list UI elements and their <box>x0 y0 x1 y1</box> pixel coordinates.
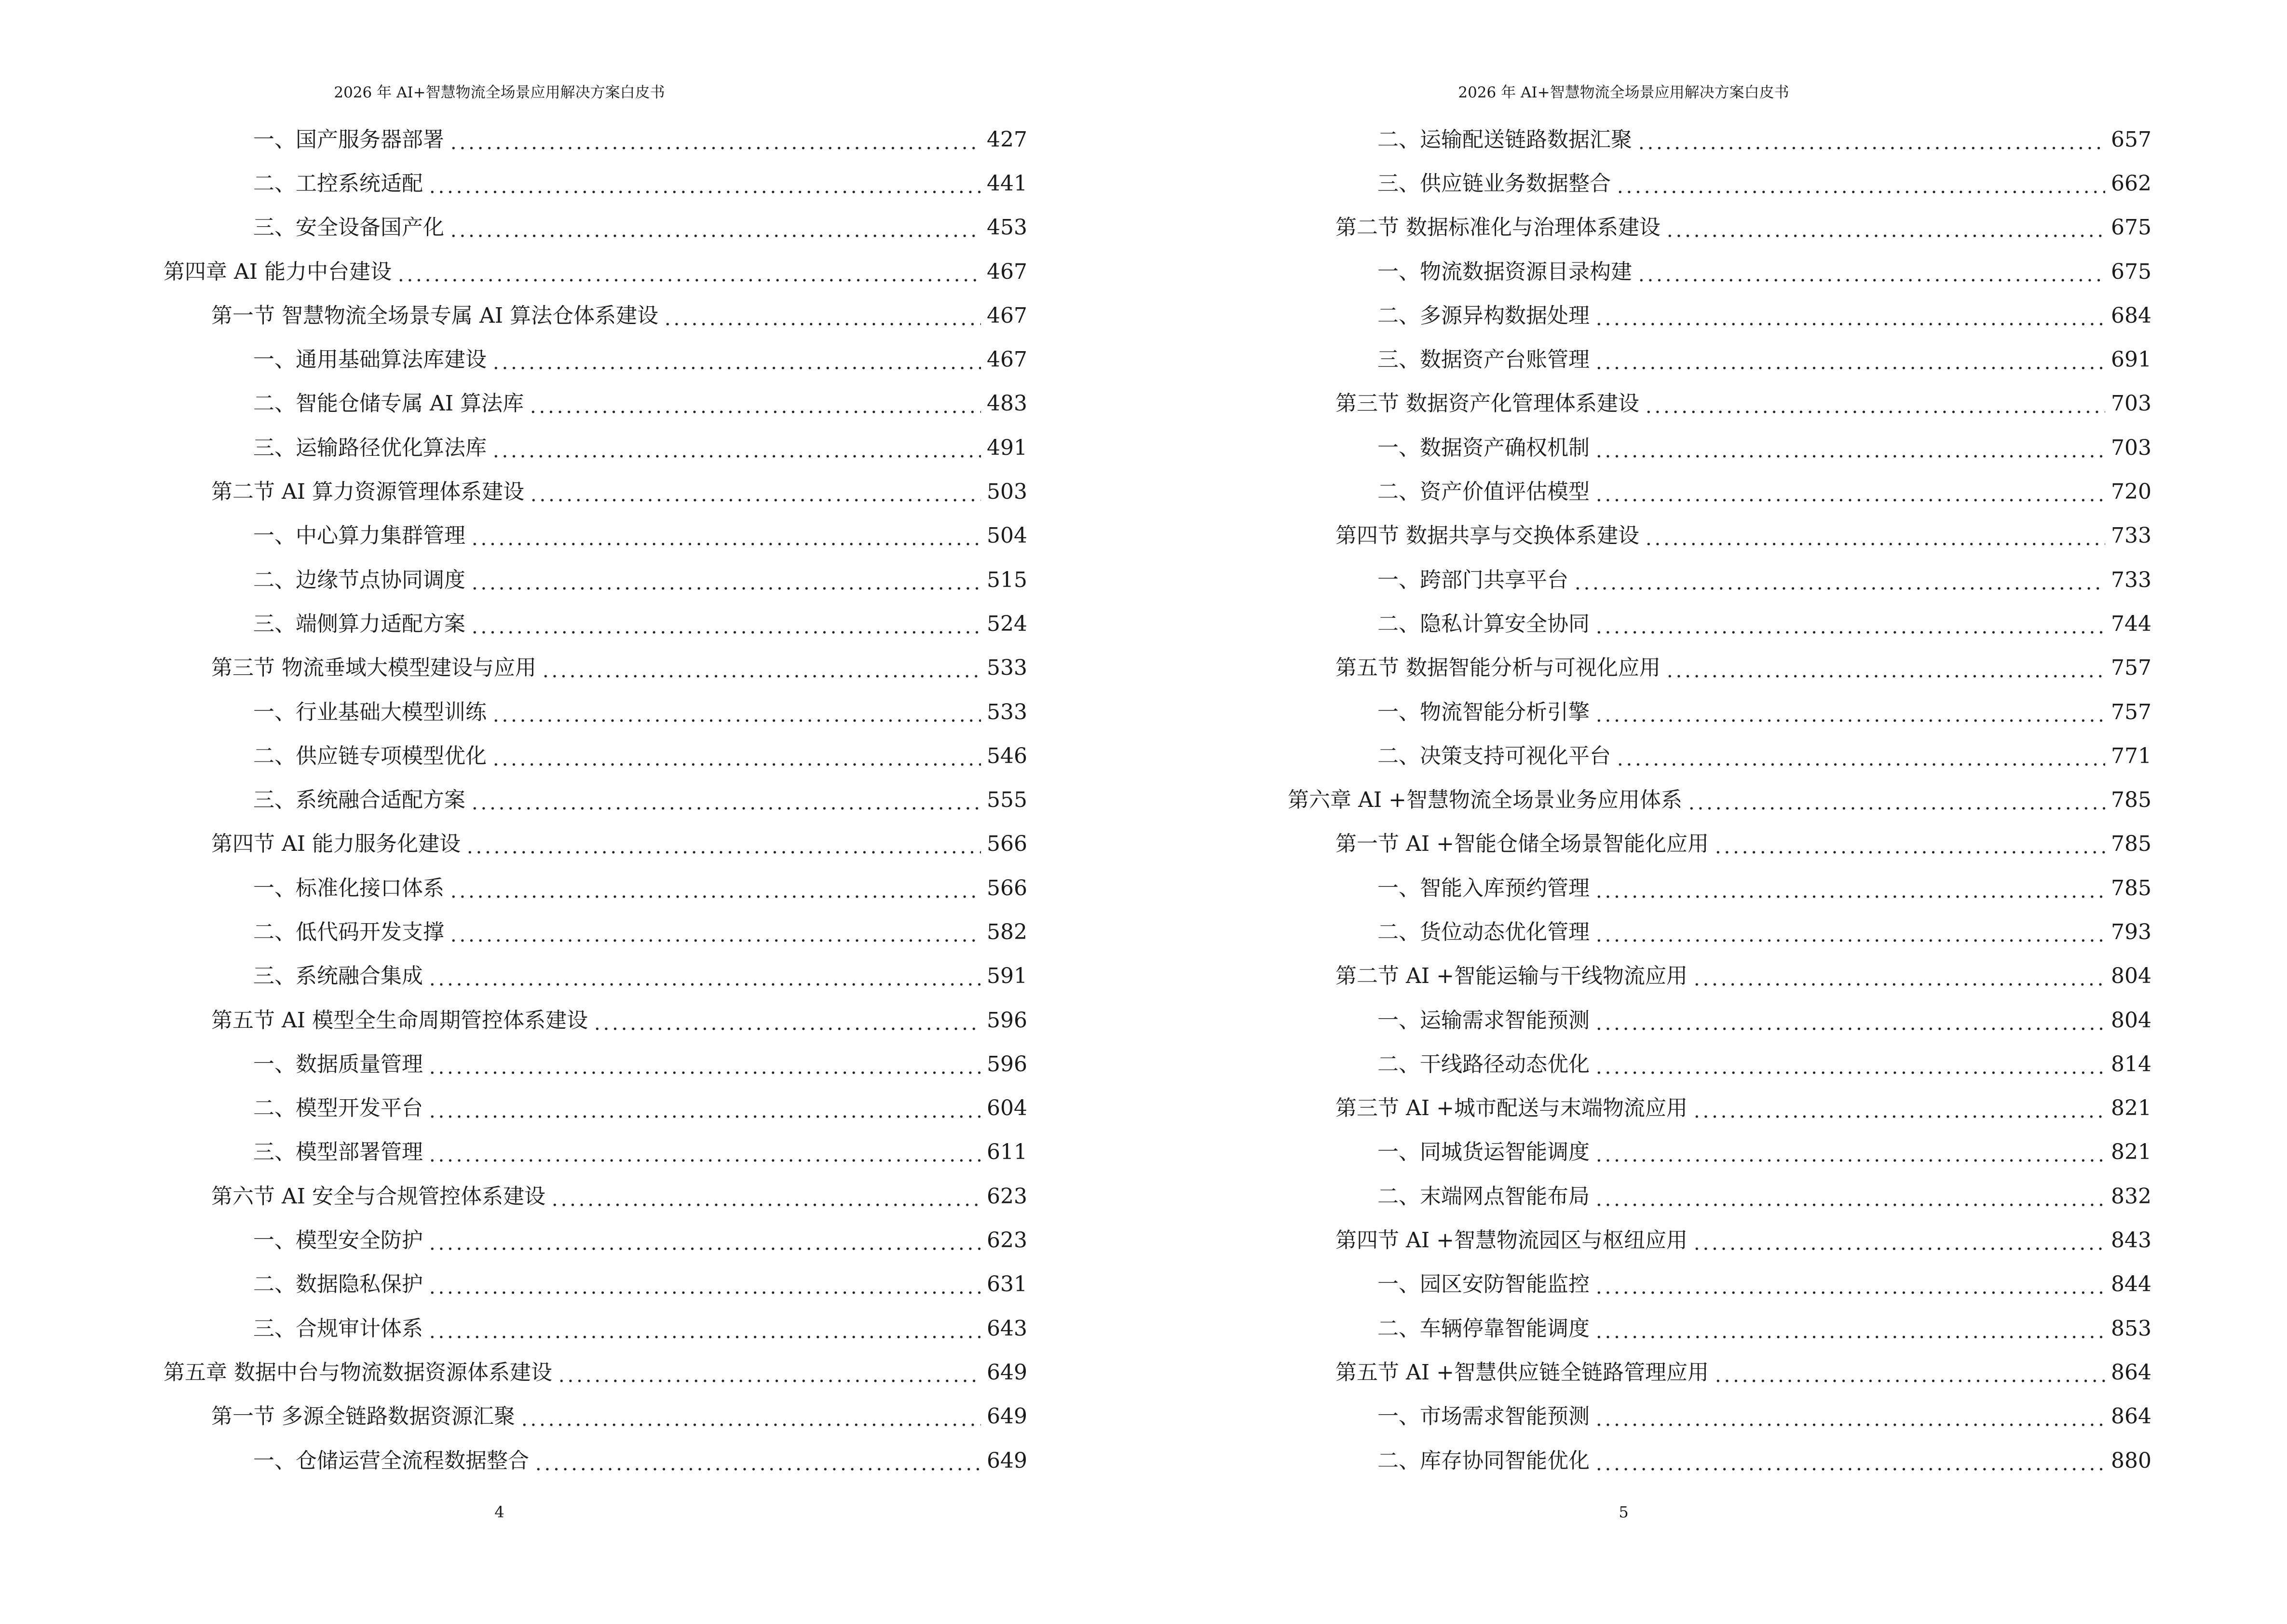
dot-leader <box>1687 790 2105 811</box>
toc-entry-title: 二、智能仓储专属 AI 算法库 <box>253 391 524 416</box>
dot-leader <box>428 1318 981 1339</box>
dot-leader <box>1594 1142 2105 1163</box>
toc-entry-page-number: 662 <box>2111 171 2151 196</box>
dot-leader <box>1644 393 2105 414</box>
dot-leader <box>428 1230 981 1251</box>
dot-leader <box>550 1186 981 1207</box>
toc-entry-page-number: 757 <box>2111 655 2151 681</box>
toc-entry-page-number: 691 <box>2111 347 2151 372</box>
toc-section-entry[interactable] <box>1288 1087 2151 1131</box>
toc-entry-page-number: 703 <box>2111 391 2151 416</box>
toc-subsection-entry[interactable] <box>163 778 1027 822</box>
toc-entry-page-number: 566 <box>987 875 1027 901</box>
toc-entry-title: 第三节 物流垂域大模型建设与应用 <box>211 655 536 681</box>
toc-subsection-entry[interactable] <box>1288 1263 2151 1307</box>
toc-entry-title: 一、模型安全防护 <box>253 1228 423 1253</box>
toc-entry-title: 二、末端网点智能布局 <box>1377 1184 1590 1209</box>
dot-leader <box>1594 305 2105 327</box>
dot-leader <box>1594 702 2105 723</box>
dot-leader <box>1644 525 2105 546</box>
toc-entry-title: 一、运输需求智能预测 <box>1377 1008 1590 1033</box>
toc-entry-page-number: 483 <box>987 391 1027 416</box>
toc-section-entry[interactable] <box>163 1395 1027 1439</box>
toc-entry-page-number: 821 <box>2111 1096 2151 1121</box>
toc-entry-page-number: 604 <box>987 1096 1027 1121</box>
toc-entry-title: 二、边缘节点协同调度 <box>253 567 465 592</box>
toc-section-entry[interactable] <box>163 470 1027 514</box>
toc-entry-page-number: 467 <box>987 303 1027 328</box>
toc-subsection-entry[interactable] <box>1288 910 2151 954</box>
toc-entry-page-number: 467 <box>987 347 1027 372</box>
toc-entry-title: 第一节 多源全链路数据资源汇聚 <box>211 1404 515 1429</box>
toc-entry-title: 第六章 AI +智慧物流全场景业务应用体系 <box>1288 788 1682 813</box>
dot-leader <box>1594 349 2105 370</box>
toc-entry-page-number: 467 <box>987 259 1027 284</box>
toc-section-entry[interactable] <box>163 1174 1027 1218</box>
toc-entry-title: 第二节 数据标准化与治理体系建设 <box>1335 215 1661 240</box>
toc-entry-page-number: 631 <box>987 1272 1027 1297</box>
toc-section-entry[interactable] <box>163 822 1027 866</box>
toc-subsection-entry[interactable] <box>1288 602 2151 646</box>
dot-leader <box>1594 614 2105 635</box>
toc-entry-title: 三、数据资产台账管理 <box>1377 347 1590 372</box>
dot-leader <box>1594 922 2105 943</box>
toc-entry-page-number: 441 <box>987 171 1027 196</box>
toc-subsection-entry[interactable] <box>1288 690 2151 734</box>
toc-entry-title: 一、市场需求智能预测 <box>1377 1404 1590 1429</box>
dot-leader <box>529 393 981 414</box>
dot-leader <box>1665 657 2105 679</box>
toc-subsection-entry[interactable] <box>163 1131 1027 1174</box>
toc-entry-page-number: 596 <box>987 1008 1027 1033</box>
dot-leader <box>491 746 981 767</box>
toc-entry-page-number: 785 <box>2111 875 2151 901</box>
toc-entry-page-number: 821 <box>2111 1140 2151 1165</box>
running-header: 2026 年 AI+智慧物流全场景应用解决方案白皮书 <box>334 84 665 101</box>
toc-subsection-entry[interactable] <box>163 1307 1027 1351</box>
toc-section-entry[interactable] <box>1288 955 2151 998</box>
dot-leader <box>428 1274 981 1295</box>
toc-entry-title: 一、智能入库预约管理 <box>1377 875 1590 901</box>
dot-leader <box>1616 746 2105 767</box>
toc-chapter-entry[interactable] <box>163 250 1027 294</box>
toc-subsection-entry[interactable] <box>1288 734 2151 778</box>
toc-section-entry[interactable] <box>1288 1351 2151 1394</box>
toc-entry-page-number: 503 <box>987 479 1027 505</box>
toc-entry-page-number: 843 <box>2111 1228 2151 1253</box>
toc-subsection-entry[interactable] <box>1288 294 2151 338</box>
toc-entry-title: 第六节 AI 安全与合规管控体系建设 <box>211 1184 546 1209</box>
toc-entry-page-number: 864 <box>2111 1360 2151 1385</box>
toc-entry-title: 一、国产服务器部署 <box>253 127 444 152</box>
toc-entry-title: 二、运输配送链路数据汇聚 <box>1377 127 1632 152</box>
toc-entry-title: 二、干线路径动态优化 <box>1377 1051 1590 1077</box>
page-number: 4 <box>494 1503 504 1521</box>
toc-entry-page-number: 546 <box>987 743 1027 768</box>
dot-leader <box>663 305 981 327</box>
toc-entry-page-number: 785 <box>2111 832 2151 857</box>
toc-entry-title: 三、合规审计体系 <box>253 1316 423 1341</box>
toc-subsection-entry[interactable] <box>163 1218 1027 1262</box>
toc-list <box>163 118 1027 1483</box>
toc-entry-page-number: 453 <box>987 215 1027 240</box>
toc-subsection-entry[interactable] <box>163 426 1027 470</box>
toc-subsection-entry[interactable] <box>1288 118 2151 162</box>
dot-leader <box>1692 1098 2105 1119</box>
toc-entry-page-number: 785 <box>2111 788 2151 813</box>
toc-entry-page-number: 832 <box>2111 1184 2151 1209</box>
dot-leader <box>1714 1362 2105 1383</box>
toc-entry-title: 二、多源异构数据处理 <box>1377 303 1590 328</box>
toc-subsection-entry[interactable] <box>163 162 1027 205</box>
toc-subsection-entry[interactable] <box>163 690 1027 734</box>
toc-entry-page-number: 733 <box>2111 567 2151 592</box>
toc-subsection-entry[interactable] <box>163 955 1027 998</box>
dot-leader <box>520 1406 981 1427</box>
toc-entry-page-number: 703 <box>2111 435 2151 460</box>
toc-entry-page-number: 504 <box>987 523 1027 548</box>
toc-entry-page-number: 720 <box>2111 479 2151 505</box>
toc-entry-page-number: 515 <box>987 567 1027 592</box>
toc-subsection-entry[interactable] <box>163 382 1027 426</box>
toc-entry-title: 一、数据资产确权机制 <box>1377 435 1590 460</box>
toc-entry-page-number: 643 <box>987 1316 1027 1341</box>
dot-leader <box>449 878 981 899</box>
toc-entry-title: 第二节 AI +智能运输与干线物流应用 <box>1335 964 1688 989</box>
dot-leader <box>470 790 981 811</box>
toc-entry-page-number: 675 <box>2111 259 2151 284</box>
toc-entry-title: 第四节 数据共享与交换体系建设 <box>1335 523 1639 548</box>
dot-leader <box>557 1362 981 1383</box>
toc-entry-title: 二、车辆停靠智能调度 <box>1377 1316 1590 1341</box>
toc-section-entry[interactable] <box>1288 206 2151 250</box>
toc-subsection-entry[interactable] <box>163 206 1027 250</box>
toc-subsection-entry[interactable] <box>1288 1174 2151 1218</box>
toc-entry-title: 二、低代码开发支撑 <box>253 919 444 944</box>
toc-section-entry[interactable] <box>163 998 1027 1042</box>
toc-entry-title: 三、安全设备国产化 <box>253 215 444 240</box>
toc-subsection-entry[interactable] <box>163 602 1027 646</box>
toc-entry-title: 一、数据质量管理 <box>253 1051 423 1077</box>
toc-entry-title: 二、供应链专项模型优化 <box>253 743 487 768</box>
toc-subsection-entry[interactable] <box>163 514 1027 558</box>
toc-entry-page-number: 793 <box>2111 919 2151 944</box>
dot-leader <box>1594 481 2105 503</box>
toc-subsection-entry[interactable] <box>163 734 1027 778</box>
toc-section-entry[interactable] <box>1288 646 2151 690</box>
dot-leader <box>593 1010 981 1031</box>
toc-entry-page-number: 844 <box>2111 1272 2151 1297</box>
dot-leader <box>1616 173 2105 194</box>
toc-entry-page-number: 649 <box>987 1404 1027 1429</box>
toc-entry-page-number: 623 <box>987 1228 1027 1253</box>
toc-entry-title: 第四节 AI 能力服务化建设 <box>211 832 461 857</box>
dot-leader <box>465 833 981 855</box>
toc-subsection-entry[interactable] <box>1288 998 2151 1042</box>
dot-leader <box>1594 1318 2105 1339</box>
page-number: 5 <box>1619 1503 1629 1521</box>
toc-entry-title: 第一节 智慧物流全场景专属 AI 算法仓体系建设 <box>211 303 659 328</box>
toc-subsection-entry[interactable] <box>163 910 1027 954</box>
toc-subsection-entry[interactable] <box>1288 338 2151 382</box>
toc-entry-title: 二、模型开发平台 <box>253 1096 423 1121</box>
toc-entry-title: 三、端侧算力适配方案 <box>253 611 465 636</box>
toc-entry-title: 第四节 AI +智慧物流园区与枢纽应用 <box>1335 1228 1688 1253</box>
toc-entry-title: 三、供应链业务数据整合 <box>1377 171 1611 196</box>
toc-list <box>1288 118 2151 1483</box>
toc-subsection-entry[interactable] <box>1288 1307 2151 1351</box>
toc-entry-title: 第五章 数据中台与物流数据资源体系建设 <box>163 1360 552 1385</box>
toc-entry-page-number: 591 <box>987 964 1027 989</box>
toc-entry-page-number: 771 <box>2111 743 2151 768</box>
toc-subsection-entry[interactable] <box>163 1439 1027 1483</box>
toc-entry-title: 三、运输路径优化算法库 <box>253 435 487 460</box>
dot-leader <box>1594 1274 2105 1295</box>
toc-section-entry[interactable] <box>163 646 1027 690</box>
toc-entry-page-number: 657 <box>2111 127 2151 152</box>
toc-subsection-entry[interactable] <box>163 1263 1027 1307</box>
toc-entry-title: 一、标准化接口体系 <box>253 875 444 901</box>
toc-entry-title: 二、决策支持可视化平台 <box>1377 743 1611 768</box>
toc-entry-title: 二、数据隐私保护 <box>253 1272 423 1297</box>
dot-leader <box>491 702 981 723</box>
dot-leader <box>1594 1054 2105 1075</box>
dot-leader <box>449 129 981 150</box>
dot-leader <box>1594 1406 2105 1427</box>
toc-entry-title: 一、园区安防智能监控 <box>1377 1272 1590 1297</box>
dot-leader <box>470 570 981 591</box>
dot-leader <box>1594 878 2105 899</box>
toc-entry-page-number: 880 <box>2111 1448 2151 1473</box>
toc-entry-page-number: 566 <box>987 832 1027 857</box>
toc-subsection-entry[interactable] <box>163 1042 1027 1086</box>
toc-section-entry[interactable] <box>1288 382 2151 426</box>
toc-entry-title: 二、库存协同智能优化 <box>1377 1448 1590 1473</box>
toc-entry-page-number: 611 <box>987 1140 1027 1165</box>
dot-leader <box>396 261 981 283</box>
dot-leader <box>470 525 981 546</box>
dot-leader <box>1665 217 2105 238</box>
toc-section-entry[interactable] <box>1288 1218 2151 1262</box>
toc-entry-page-number: 533 <box>987 655 1027 681</box>
toc-entry-page-number: 814 <box>2111 1051 2151 1077</box>
dot-leader <box>428 1054 981 1075</box>
toc-entry-title: 二、货位动态优化管理 <box>1377 919 1590 944</box>
toc-entry-page-number: 744 <box>2111 611 2151 636</box>
toc-subsection-entry[interactable] <box>163 866 1027 910</box>
toc-entry-title: 第五节 数据智能分析与可视化应用 <box>1335 655 1661 681</box>
toc-entry-page-number: 427 <box>987 127 1027 152</box>
toc-page-right <box>1144 0 2287 1624</box>
dot-leader <box>428 1098 981 1119</box>
toc-entry-title: 第三节 AI +城市配送与末端物流应用 <box>1335 1096 1688 1121</box>
toc-section-entry[interactable] <box>1288 514 2151 558</box>
dot-leader <box>449 217 981 238</box>
toc-subsection-entry[interactable] <box>1288 558 2151 602</box>
toc-entry-title: 一、通用基础算法库建设 <box>253 347 487 372</box>
toc-chapter-entry[interactable] <box>1288 778 2151 822</box>
dot-leader <box>541 657 981 679</box>
toc-entry-title: 第一节 AI +智能仓储全场景智能化应用 <box>1335 832 1709 857</box>
toc-subsection-entry[interactable] <box>1288 1439 2151 1483</box>
toc-entry-title: 二、资产价值评估模型 <box>1377 479 1590 505</box>
toc-entry-title: 三、系统融合集成 <box>253 964 423 989</box>
toc-entry-title: 一、仓储运营全流程数据整合 <box>253 1448 529 1473</box>
toc-subsection-entry[interactable] <box>1288 162 2151 205</box>
toc-entry-page-number: 804 <box>2111 964 2151 989</box>
dot-leader <box>491 349 981 370</box>
toc-section-entry[interactable] <box>1288 822 2151 866</box>
dot-leader <box>1692 1230 2105 1251</box>
toc-entry-title: 一、行业基础大模型训练 <box>253 699 487 724</box>
dot-leader <box>1594 1186 2105 1207</box>
dot-leader <box>1692 966 2105 987</box>
toc-entry-title: 第五节 AI 模型全生命周期管控体系建设 <box>211 1008 588 1033</box>
toc-entry-page-number: 623 <box>987 1184 1027 1209</box>
dot-leader <box>1637 129 2105 150</box>
toc-entry-page-number: 853 <box>2111 1316 2151 1341</box>
toc-subsection-entry[interactable] <box>163 338 1027 382</box>
dot-leader <box>1637 261 2105 283</box>
toc-subsection-entry[interactable] <box>1288 250 2151 294</box>
dot-leader <box>1594 1010 2105 1031</box>
dot-leader <box>428 966 981 987</box>
toc-entry-page-number: 675 <box>2111 215 2151 240</box>
toc-entry-page-number: 649 <box>987 1360 1027 1385</box>
dot-leader <box>1594 437 2105 459</box>
toc-subsection-entry[interactable] <box>163 118 1027 162</box>
toc-subsection-entry[interactable] <box>1288 470 2151 514</box>
toc-chapter-entry[interactable] <box>163 1351 1027 1394</box>
toc-entry-page-number: 555 <box>987 788 1027 813</box>
toc-entry-page-number: 864 <box>2111 1404 2151 1429</box>
toc-subsection-entry[interactable] <box>163 1087 1027 1131</box>
toc-entry-title: 三、系统融合适配方案 <box>253 788 465 813</box>
toc-entry-title: 第五节 AI +智慧供应链全链路管理应用 <box>1335 1360 1709 1385</box>
toc-entry-page-number: 582 <box>987 919 1027 944</box>
toc-entry-page-number: 733 <box>2111 523 2151 548</box>
toc-entry-title: 一、同城货运智能调度 <box>1377 1140 1590 1165</box>
toc-entry-title: 三、模型部署管理 <box>253 1140 423 1165</box>
toc-subsection-entry[interactable] <box>1288 426 2151 470</box>
toc-entry-page-number: 649 <box>987 1448 1027 1473</box>
toc-subsection-entry[interactable] <box>1288 866 2151 910</box>
toc-entry-page-number: 804 <box>2111 1008 2151 1033</box>
toc-section-entry[interactable] <box>163 294 1027 338</box>
toc-entry-title: 第三节 数据资产化管理体系建设 <box>1335 391 1639 416</box>
toc-entry-title: 二、隐私计算安全协同 <box>1377 611 1590 636</box>
toc-entry-title: 一、跨部门共享平台 <box>1377 567 1568 592</box>
toc-subsection-entry[interactable] <box>163 558 1027 602</box>
dot-leader <box>428 173 981 194</box>
dot-leader <box>449 922 981 943</box>
dot-leader <box>470 614 981 635</box>
toc-entry-page-number: 684 <box>2111 303 2151 328</box>
toc-subsection-entry[interactable] <box>1288 1042 2151 1086</box>
dot-leader <box>491 437 981 459</box>
dot-leader <box>428 1142 981 1163</box>
dot-leader <box>534 1450 981 1472</box>
dot-leader <box>1594 1450 2105 1472</box>
toc-entry-title: 第四章 AI 能力中台建设 <box>163 259 392 284</box>
toc-entry-page-number: 524 <box>987 611 1027 636</box>
toc-subsection-entry[interactable] <box>1288 1395 2151 1439</box>
toc-entry-page-number: 757 <box>2111 699 2151 724</box>
toc-entry-page-number: 491 <box>987 435 1027 460</box>
dot-leader <box>1573 570 2105 591</box>
toc-entry-title: 一、物流智能分析引擎 <box>1377 699 1590 724</box>
toc-entry-title: 一、物流数据资源目录构建 <box>1377 259 1632 284</box>
toc-entry-title: 一、中心算力集群管理 <box>253 523 465 548</box>
toc-entry-title: 二、工控系统适配 <box>253 171 423 196</box>
dot-leader <box>529 481 981 503</box>
running-header: 2026 年 AI+智慧物流全场景应用解决方案白皮书 <box>1458 84 1789 101</box>
toc-entry-page-number: 596 <box>987 1051 1027 1077</box>
dot-leader <box>1714 833 2105 855</box>
toc-entry-title: 第二节 AI 算力资源管理体系建设 <box>211 479 525 505</box>
toc-entry-page-number: 533 <box>987 699 1027 724</box>
toc-subsection-entry[interactable] <box>1288 1131 2151 1174</box>
